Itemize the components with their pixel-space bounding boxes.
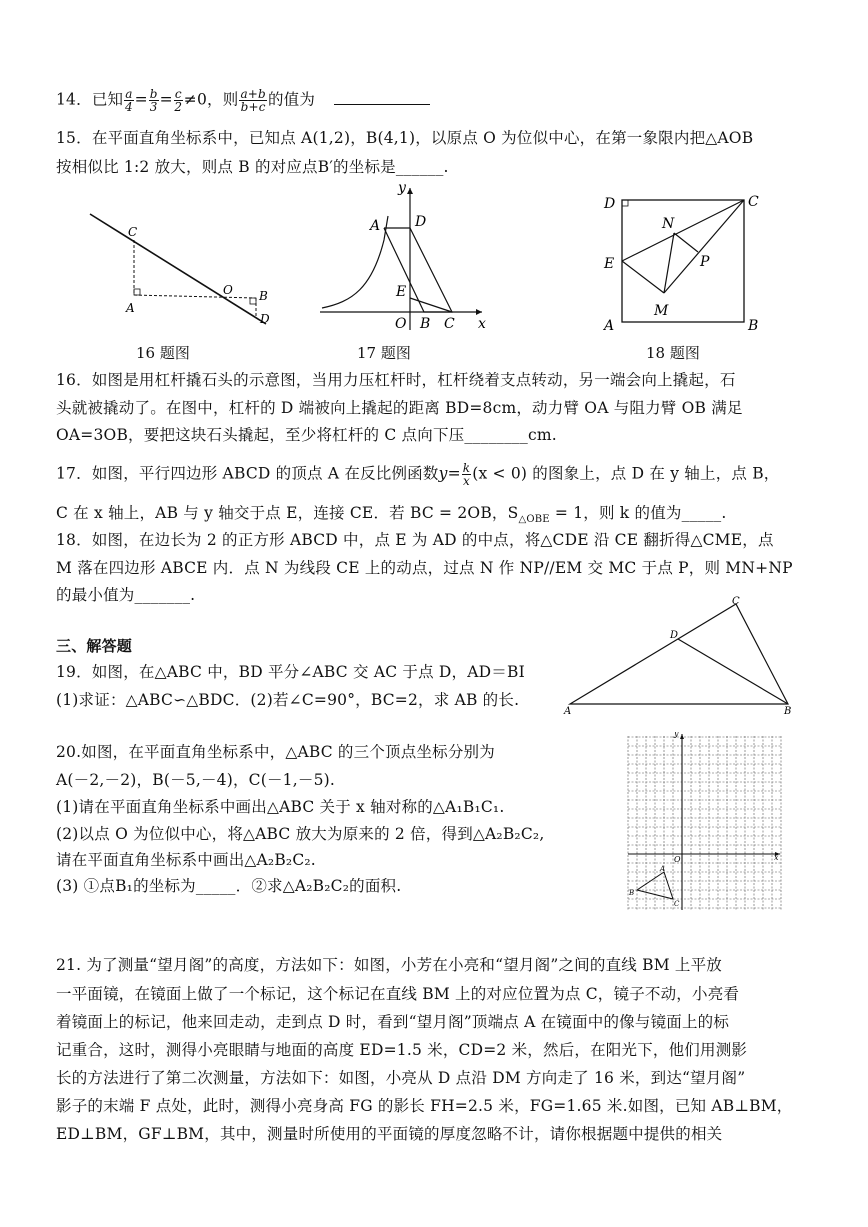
question-20-line6: (3) ①点B₁的坐标为_____．②求△A₂B₂C₂的面积. [56,877,402,895]
frac-den: 3 [149,100,158,114]
label-b: B [629,889,635,897]
question-19-line2: (1)求证：△ABC∽△BDC．(2)若∠C=90°，BC=2，求 AB 的长. [56,691,520,709]
label-e: E [604,256,615,272]
figure-20-grid [624,732,784,914]
fraction-c-2 [174,88,183,113]
label-b: B [420,316,431,330]
q14-prefix: 14．已知 [56,90,124,109]
q17-y: y [438,464,448,483]
question-16-line2: 头就被撬动了。在图中，杠杆的 D 端被向上撬起的距离 BD=8cm，动力臂 OA 与阻力臂 OB 满足 [56,399,743,417]
question-20-line5: 请在平面直角坐标系中画出△A₂B₂C₂. [56,851,316,869]
figure-19 [562,596,802,716]
question-18-line2: M 落在四边形 ABCE 内．点 N 为线段 CE 上的动点，过点 N 作 NP//EM 交 MC 于点 P，则 MN+NP [56,559,793,577]
label-a: A [564,706,572,716]
label-c: C [128,225,138,239]
question-18-line1: 18．如图，在边长为 2 的正方形 ABCD 中，点 E 为 AD 的中点，将△CDE 沿 CE 翻折得△CME，点 [56,531,774,549]
square-abcd [622,200,744,322]
question-17-line2 [56,503,727,530]
label-y: y [674,732,679,738]
label-x: x [478,316,486,330]
label-c: C [732,596,740,607]
label-d: D [415,214,427,230]
parallelogram-abcd [384,228,452,312]
caption-18: 18 题图 [646,344,700,362]
fraction-b-3 [149,88,159,113]
frac-den: b+c [240,100,266,114]
lever-line [90,214,266,324]
label-o: O [674,855,681,864]
frac-num: a+b [240,87,266,101]
frac-num: k [462,461,471,475]
caption-16: 16 题图 [136,344,190,362]
question-21-line2: 一平面镜，在镜面上做了一个标记，这个标记在直线 BM 上的对应位置为点 C，镜子不动，小亮看 [56,985,740,1003]
question-14: 14．已知 $\frac{a}{4}$ = $\frac{b}{3}$ = $\frac{c}{2}$ ≠0，则 $\frac{a+b}{b+c}$ 的值为 [56,88,430,113]
q17-text-a: 17．如图，平行四边形 ABCD 的顶点 A 在反比例函数 [56,464,439,483]
question-21-line6: 影子的末端 F 点处，此时，测得小亮身高 FG 的影长 FH=2.5 米，FG=1.65 米.如图，已知 AB⊥BM， [56,1097,793,1115]
section-title: 三、解答题 [56,637,133,655]
label-b: B [259,289,268,303]
question-21-line7: ED⊥BM，GF⊥BM，其中，测量时所使用的平面镜的厚度忽略不计，请你根据题中提供的相关 [56,1125,723,1143]
figure-17 [312,180,492,330]
label-o: O [223,283,233,297]
label-o: O [395,316,407,330]
question-21-line3: 着镜面上的标记，他来回走动，走到点 D 时，看到“望月阁”顶端点 A 在镜面中的像与镜面上的标 [56,1013,730,1031]
question-16-line1: 16．如图是用杠杆撬石头的示意图，当用力压杠杆时，杠杆绕着支点转动，另一端会向上撬起，石 [56,371,736,389]
label-y: y [398,180,406,196]
segment-ec [622,200,744,261]
label-n: N [662,216,675,232]
label-a: A [126,301,135,315]
label-c: C [674,900,680,908]
grid-lines [628,736,781,910]
question-20-line3: (1)请在平面直角坐标系中画出△ABC 关于 x 轴对称的△A₁B₁C₁. [56,798,505,816]
label-a: A [604,318,615,334]
right-angle-d [622,200,628,206]
question-20-line2: A(－2,－2)，B(－5,－4)，C(－1,－5). [56,771,336,789]
question-17-line1: 17．如图，平行四边形 ABCD 的顶点 A 在反比例函数y= $\frac{k}{x}$ (x < 0) 的图象上，点 D 在 y 轴上，点 B， [56,461,780,488]
caption-17: 17 题图 [357,344,411,362]
frac-num: b [149,87,158,101]
q17-sub: △OBE [518,514,550,526]
label-b: B [784,706,792,716]
segment-np [674,233,698,252]
q17-text-b: (x < 0) 的图象上，点 D 在 y 轴上，点 B， [472,464,780,483]
label-c: C [444,316,455,330]
figure-18 [600,188,770,338]
frac-den: 4 [124,100,133,114]
frac-num: c [174,87,182,101]
question-19-line1: 19．如图，在△ABC 中，BD 平分∠ABC 交 AC 于点 D，AD＝BI [56,663,525,681]
label-p: P [700,254,710,270]
label-d: D [670,630,679,641]
question-15-line2: 按相似比 1:2 放大，则点 B 的对应点B′的坐标是______. [56,158,449,176]
y-arrow-icon [407,188,413,194]
label-e: E [396,284,407,300]
question-21-line4: 记重合，这时，测得小亮眼睛与地面的高度 ED=1.5 米，CD=2 米，然后，在阳光下，他们用测影 [56,1041,748,1059]
fraction-a-4 [124,88,133,113]
q14-mid: ≠0，则 [183,90,239,109]
question-18-line3: 的最小值为_______. [56,586,196,604]
label-a: A [370,218,381,234]
question-21-line1: 21. 为了测量“望月阁”的高度，方法如下：如图，小芳在小亮和“望月阁”之间的直线 BM 上平放 [56,956,722,974]
question-20-line4: (2)以点 O 为位似中心，将△ABC 放大为原来的 2 倍，得到△A₂B₂C₂, [56,825,545,843]
y-arrow-icon [680,734,684,739]
triangle-abc [570,604,788,704]
right-angle-a [134,289,140,295]
dashed-horizontal-ab [134,295,256,298]
spacer [738,292,744,322]
question-20-line1: 20.如图，在平面直角坐标系中，△ABC 的三个顶点坐标分别为 [56,743,495,761]
label-c: C [748,194,759,210]
label-m: M [654,303,669,319]
q17-text-c: C 在 x 轴上，AB 与 y 轴交于点 E，连接 CE．若 BC = 2OB，S [56,504,519,522]
label-d: D [260,312,270,326]
frac-den: x [463,474,470,488]
question-21-line5: 长的方法进行了第二次测量，方法如下：如图，小亮从 D 点沿 DM 方向走了 16 米，到达“望月阁” [56,1069,746,1087]
question-16-line3: OA=3OB，要把这块石头撬起，至少将杠杆的 C 点向下压________cm. [56,426,557,444]
answer-blank [334,103,430,105]
frac-num: a [125,87,133,101]
q14-suffix: 的值为 [267,90,316,109]
figure-16 [80,200,280,340]
frac-den: 2 [174,100,183,114]
right-angle-b [250,298,256,304]
fraction-k-x [462,462,471,487]
label-b: B [748,318,759,334]
label-x: x [774,853,779,862]
fraction-ab-bc [239,88,267,113]
segment-em [622,261,664,293]
x-arrow-icon [476,309,482,315]
segment-mc [664,200,744,293]
label-d: D [604,196,616,212]
q17-text-d: = 1，则 k 的值为_____. [549,504,727,522]
question-15-line1: 15．在平面直角坐标系中，已知点 A(1,2)，B(4,1)，以原点 O 为位似中心，在第一象限内把△AOB [56,129,754,147]
label-a: A [660,865,666,873]
